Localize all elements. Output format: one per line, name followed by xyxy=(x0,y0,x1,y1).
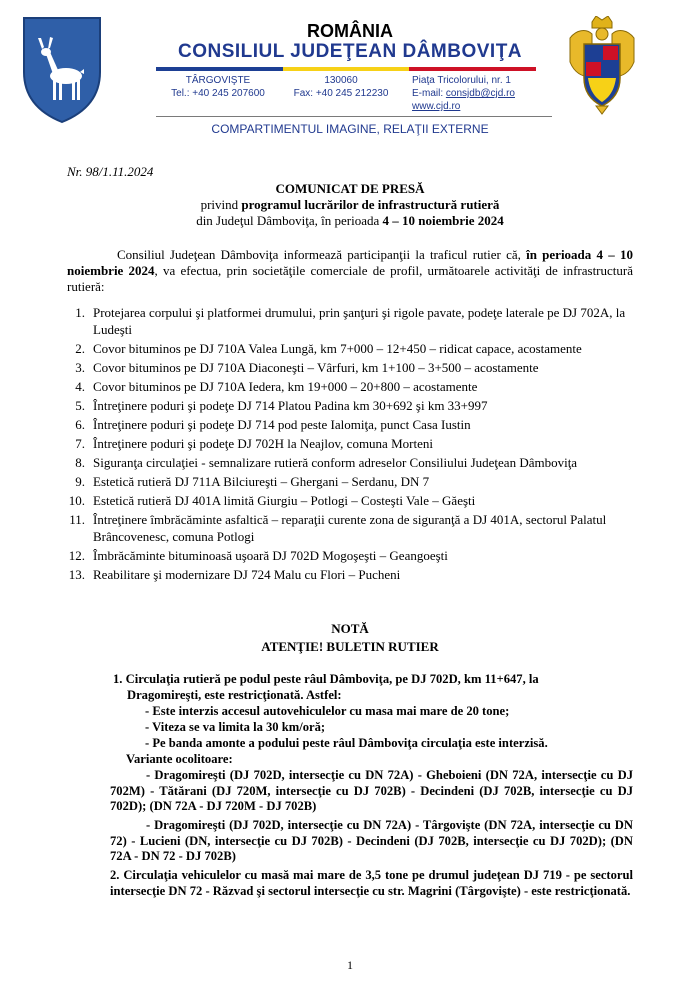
activity-item xyxy=(67,435,633,452)
activity-number: 11. xyxy=(69,512,85,527)
activity-number: 5. xyxy=(75,398,85,413)
tricolor-bar xyxy=(156,67,536,71)
detour-variant-2: - Dragomireşti (DJ 702D, intersecţie cu DN 72A) - Târgovişte (DN 72A, intersecţie cu DN 72) - Lucieni (DN, intersecţie cu DJ 702B) - Decindeni (DJ 702B, intersecţie cu DJ 702D); (DN 72A - DN 72 - DJ 702B) xyxy=(110,818,633,863)
email-label: E-mail: xyxy=(412,88,446,99)
activity-item xyxy=(67,359,633,376)
tricolor-blue xyxy=(156,67,283,71)
document-subtitle xyxy=(67,197,633,212)
intro-paragraph xyxy=(67,247,633,295)
activity-item xyxy=(67,340,633,357)
activity-text: Întreţinere poduri şi podeţe DJ 702H la Neajlov, comuna Morteni xyxy=(93,436,433,451)
activity-text: Estetică rutieră DJ 711A Bilciureşti – Ghergani – Serdanu, DN 7 xyxy=(93,474,430,489)
activity-item xyxy=(67,454,633,471)
activity-number: 2. xyxy=(75,341,85,356)
activity-item xyxy=(67,416,633,433)
fax: Fax: +40 245 212230 xyxy=(293,88,389,99)
website-link[interactable]: www.cjd.ro xyxy=(412,101,461,112)
note-item-1-line-2: Dragomireşti, este restricţionată. Astfel: xyxy=(127,688,342,702)
detour-variants-label: Variante ocolitoare: xyxy=(126,752,233,766)
document-period xyxy=(67,213,633,228)
activity-text: Întreţinere îmbrăcăminte asfaltică – reparaţii curente zona de siguranţă a DJ 401A, sectorul Palatul Brâncovenesc, comuna Potlogi xyxy=(93,512,607,544)
activity-text: Siguranţa circulaţiei - semnalizare rutieră conform adreselor Consiliului Judeţean Dâmboviţa xyxy=(93,455,578,470)
subtitle-bold: programul lucrărilor de infrastructură rutieră xyxy=(241,197,500,212)
activity-item xyxy=(67,378,633,395)
restriction-bullet: - Pe banda amonte a podului peste râul Dâmboviţa circulaţia este interzisă. xyxy=(145,736,548,750)
activity-number: 1. xyxy=(75,305,85,320)
subtitle-prefix: privind xyxy=(200,197,242,212)
activity-item xyxy=(67,511,633,545)
postal-fax-column xyxy=(286,74,396,100)
activity-number: 3. xyxy=(75,360,85,375)
phone: Tel.: +40 245 207600 xyxy=(171,88,265,99)
activity-number: 12. xyxy=(68,548,85,563)
intro-period: în perioada 4 – 10 noiembrie 2024 xyxy=(67,247,633,278)
activity-item xyxy=(67,473,633,490)
tricolor-yellow xyxy=(283,67,410,71)
activities-list xyxy=(67,304,633,585)
activity-number: 4. xyxy=(75,379,85,394)
council-name: CONSILIUL JUDEŢEAN DÂMBOVIŢA xyxy=(177,41,523,62)
deer-coat-of-arms-icon xyxy=(20,14,104,124)
tricolor-red xyxy=(409,67,536,71)
activity-text: Protejarea corpului şi platformei drumului, prin şanţuri şi rigole pavate, podeţe laterale pe DJ 702A, la Ludeşti xyxy=(93,305,626,337)
detour-variant-1: - Dragomireşti (DJ 702D, intersecţie cu DN 72A) - Gheboieni (DN 72A, intersecţie cu DJ 702M) - Tătărani (DJ 720M, intersecţie cu DJ 702B) - Decindeni (DJ 702B, intersecţie cu DJ 702D); (DN 72A - DJ 720M - DJ 702B) xyxy=(110,768,633,813)
document-title: COMUNICAT DE PRESĂ xyxy=(275,181,425,196)
page-number: 1 xyxy=(347,958,353,972)
note-item-2: 2. Circulaţia vehiculelor cu masă mai mare de 3,5 tone pe drumul judeţean DJ 719 - pe sectorul intersecţie DN 72 - Răzvad şi sectorul intersecţie cu str. Magrini (Târgovişte) - este restricţionată. xyxy=(110,868,633,898)
note-subtitle: ATENŢIE! BULETIN RUTIER xyxy=(261,639,439,654)
activity-text: Covor bituminos pe DJ 710A Iedera, km 19+000 – 20+800 – acostamente xyxy=(93,379,478,394)
activity-item xyxy=(67,397,633,414)
email-link[interactable]: consjdb@cjd.ro xyxy=(445,88,515,99)
restriction-bullet: - Este interzis accesul autovehiculelor cu masa mai mare de 20 tone; xyxy=(145,704,510,718)
note-title: NOTĂ xyxy=(331,621,369,636)
street-address: Piaţa Tricolorului, nr. 1 xyxy=(412,75,511,86)
activity-text: Întreţinere poduri şi podeţe DJ 714 pod peste Ialomiţa, punct Casa Iustin xyxy=(93,417,471,432)
activity-number: 6. xyxy=(75,417,85,432)
contact-column xyxy=(412,74,552,113)
activity-text: Covor bituminos pe DJ 710A Diaconeşti – Vârfuri, km 1+100 – 3+500 – acostamente xyxy=(93,360,539,375)
activity-item xyxy=(67,492,633,509)
activity-text: Îmbrăcăminte bituminoasă uşoară DJ 702D Mogoşeşti – Geangoeşti xyxy=(93,548,448,563)
city: TÂRGOVIŞTE xyxy=(185,75,251,86)
activity-text: Estetică rutieră DJ 401A limită Giurgiu – Potlogi – Costeşti Vale – Găeşti xyxy=(93,493,476,508)
period-prefix: din Judeţul Dâmboviţa, în perioada xyxy=(196,213,383,228)
country-heading: ROMÂNIA xyxy=(307,21,393,41)
romania-coat-of-arms-icon xyxy=(566,16,638,116)
email-line xyxy=(412,87,552,100)
restriction-bullet: - Viteza se va limita la 30 km/oră; xyxy=(145,720,326,734)
activity-item xyxy=(67,304,633,338)
activity-number: 13. xyxy=(68,567,85,582)
activity-item xyxy=(67,566,633,583)
activity-number: 10. xyxy=(68,493,85,508)
intro-start: Consiliul Judeţean Dâmboviţa informează participanţii la traficul rutier că, xyxy=(117,247,527,262)
department-name: COMPARTIMENTUL IMAGINE, RELAŢII EXTERNE xyxy=(211,122,489,136)
postal-code: 130060 xyxy=(324,75,358,86)
activity-number: 9. xyxy=(75,474,85,489)
activity-item xyxy=(67,547,633,564)
activity-number: 7. xyxy=(75,436,85,451)
activity-text: Reabilitare şi modernizare DJ 724 Malu cu Flori – Pucheni xyxy=(93,567,401,582)
period-dates: 4 – 10 noiembrie 2024 xyxy=(382,213,504,228)
note-item-1-line-1: 1. Circulaţia rutieră pe podul peste râul Dâmboviţa, pe DJ 702D, km 11+647, la xyxy=(113,672,539,686)
document-reference: Nr. 98/1.11.2024 xyxy=(67,164,154,179)
activity-text: Covor bituminos pe DJ 710A Valea Lungă, km 7+000 – 12+450 – ridicat capace, acostamente xyxy=(93,341,582,356)
activity-text: Întreţinere poduri şi podeţe DJ 714 Platou Padina km 30+692 şi km 33+997 xyxy=(93,398,488,413)
address-city-column xyxy=(163,74,273,100)
activity-number: 8. xyxy=(75,455,85,470)
header-divider xyxy=(156,116,552,117)
intro-end: , va efectua, prin societăţile comerciale de profil, următoarele activităţi de infrastructură rutieră: xyxy=(67,263,633,294)
